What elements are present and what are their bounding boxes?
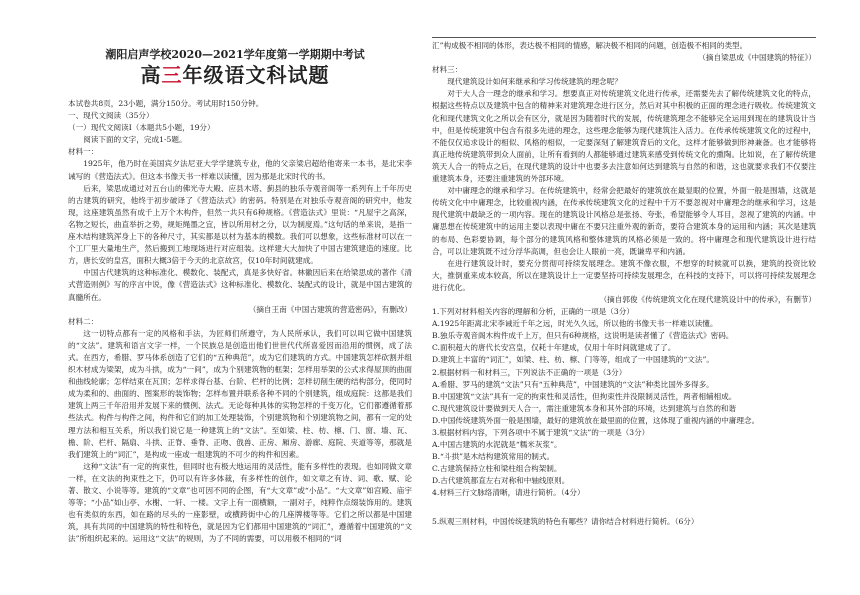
material-3-question: 现代建筑设计如何来继承和学习传统建筑的理念呢？	[447, 77, 622, 87]
material-3-paragraph: 在进行建筑设计时，要充分贯彻可持续发展理念。建筑不像衣服，不想穿的时候就可以换，建筑的投资比较大，推倒重来成本较高，所以在建筑设计上一定要坚持可持续发展理念，在科技的支持下，可以将可持续发展理念进行优化。	[432, 258, 816, 292]
material-2-paragraph: 这一切特点都有一定的风格和手法，为匠师们所遵守，为人民所承认，我们可以叫它做中国建筑的“文法”。建筑和语言文字一样，一个民族总是创造出他们世世代代所喜爱因而沿用的惯例，成了法式。在西方，希腊、罗马体系创造了它们的“五种典范”，成为它们建筑的方式。中国建筑怎样砍割并组织木材成为梁架，成为斗拱，成为“一间”，成为个别建筑物的框架；怎样用举架的公式求得屋顶的曲面和曲线轮廓；怎样结束在瓦顶；怎样求得台基、台阶、栏杆的比例；怎样切削生硬的结构部分，使同时成为柔和的、曲面的、图案形的装饰物；怎样布置并联系各种不同的个别建筑，组成庭院：这都是我们建筑上两三千年沿用并发展下来的惯例、法式。无论每种具体的实物怎样的千变万化，它们都遵循着那些法式。构件与构件之间，构件和它们的加工处理装饰，个别建筑物和个别建筑物之间，都有一定的处理方法和相互关系，所以我们说它是一种建筑上的“文法”。至如梁、柱、枋、檩、门、窗、墙、瓦、檐、阶、栏杆、隔扇、斗拱、正脊、垂脊、正吻、戗兽、正房、厢房、游廊、庭院、夹道等等，那就是我们建筑上的“词汇”，是构成一座或一组建筑的不可少的构件和因素。	[68, 328, 412, 459]
title-grade-highlight: 三	[161, 63, 183, 87]
question-3-option-a: A.中国古建筑的水泥就是“糯米灰浆”。	[432, 440, 562, 450]
material-3-paragraph: 对于大人合一理念的继承和学习。想要真正对传统建筑文化进行传承，还需要先去了解传统建筑文化的特点，根据这些特点以及建筑中包含的精神来对建筑理念进行区分，然后对其中积极的正面的理念进行吸收。传统建筑文化和现代建筑文化之所以会有区分，就是因为随着时代的发展，传统建筑理念不能够完全运用到现在的建筑设计当中，但是传统建筑中包含有很多先进的理念，这些理念能够为现代建筑注入活力。在传承传统建筑文化的过程中，不能仅仅追求设计的相似、风格的相似，一定要深刻了解建筑背后的文化，这样才能够做到形神兼备。也才能够将真正地传统建筑带到众人面前，让所有看到的人都能够通过建筑来感受到传统文化的熏陶。比如说，在了解传统建筑天人合一的特点之后，在现代建筑的设计中也要多去注意如何达到建筑与自然的和谐，这也就要求我们不仅要注重建筑本身，还要注重建筑的外部环境。	[432, 89, 816, 184]
title-part-1: 高	[140, 63, 162, 87]
question-3-option-b: B.“斗拱”是木结构建筑常用的制式。	[432, 452, 555, 462]
section-heading: 一、现代文阅读（35分）	[68, 111, 154, 121]
question-3: 3.根据材料内容，下列各项中不属于建筑“文法”的一项是（3分）	[432, 428, 650, 437]
top-rule	[432, 37, 816, 38]
material-1-source: （摘自王南《中国古建筑的营造密码》，有删改）	[248, 304, 412, 314]
question-1: 1.下列对材料相关内容的理解和分析，正确的一项是（3分）	[432, 307, 634, 317]
right-column	[432, 40, 816, 528]
answer-space	[432, 500, 816, 516]
question-1-option-a: A.1925年距离北宋李诫近千年之远，时光久久远，所以他的书像天书一样难以读懂。	[432, 319, 718, 329]
material-2-label: 材料二：	[68, 316, 99, 326]
title-part-2: 年级语文科试题	[182, 63, 330, 87]
question-5: 5.纵观三则材料，中国传统建筑的特色有哪些？请你结合材料进行简析。（6分）	[432, 516, 699, 526]
question-2-option-d: D.中国传统建筑外面一般是围墙，最好的建筑放在最里面的位置，这体现了重视内涵的中庸理念。	[432, 415, 760, 425]
question-3-option-d: D.古代建筑都直左右对称和中轴线原则。	[432, 476, 570, 486]
subsection-heading: （一）现代文阅读Ⅰ（本题共5小题，19分）	[68, 123, 215, 133]
left-column	[68, 98, 412, 545]
question-3-option-c: C.古建筑保持立柱和梁柱组合构架制。	[432, 464, 562, 474]
page-title	[90, 62, 380, 88]
question-2-option-b: B.中国建筑“文法”具有一定的拘束性和灵活性，但拘束性并没限制灵活性，两者相辅相成。	[432, 391, 737, 401]
question-4: 4.材料三行文脉络清晰，请进行简析。（4分）	[432, 488, 585, 498]
material-1-paragraph: 后来，梁思成通过对五台山的佛光寺大殿、应县木塔、蓟县的独乐寺观音阁等一系列有上千年历史的古建筑的研究，他终于初步破译了《营造法式》的密码。特别是在对独乐寺观音阁的研究中，他发现，这座建筑虽然有成千上万个木构件，但然一共只有6种规格。《营造法式》里说：“凡屋宇之高深，名物之短长，曲直举折之势，规矩绳墨之宜，皆以所用材之分，以为制度焉。”这句话的单来说，是指一座木结构建筑浑身上下的各种尺寸，其实都是以材为基本的模数。我们可以想象，这些标准材可以在一个工厂里大量地生产，然后搬到工地现场进行对应组装。这样建大大加快了中国古建筑建造的速度。比方，唐长安的皇宫，面积大概3倍于今天的北京故宫，仅10年时间就建成。	[68, 183, 412, 266]
material-1-label: 材料一：	[68, 147, 99, 157]
question-2-option-c: C.现代建筑设计要做到天人合一，需注重建筑本身和其外部的环境，达到建筑与自然的和谐	[432, 403, 737, 413]
material-2-paragraph: 这种“文法”有一定的拘束性，但同时也有极大地运用的灵活性，能有多样性的表现。也如同做文章一样，在文法的拘束性之下，仍可以有许多体裁，有多样性的创作，如文章之有诗、词、歌、赋、论著、散文、小说等等。建筑的“文章”也可因不同的企图，有“大文章”或“小品”。“大文章”如宫殿、庙宇等等；“小品”如山亭、水榭、一轩、一楼。文字上有一面横额，一副对子，纯粹作点缀装饰用的。建筑也有类似的东西，如在路的尽头的一座影壁，或横跨街中心的几座牌楼等等。它们之所以都是中国建筑，具有共同的中国建筑的特性和特色，就是因为它们都用中国建筑的“词汇”，遵循着中国建筑的“文法”所组织起来的。运用这“文法”的规则，为了不同的需要，可以用极不相同的“词	[68, 461, 412, 544]
exam-title: 潮阳启声学校2020—2021学年度第一学期期中考试	[105, 48, 365, 61]
material-3-paragraph: 对中庸理念的继承和学习。在传统建筑中，经常会把最好的建筑放在最显眼的位置，外面一般是围墙，这就是传统文化中中庸理念，比较重视内涵，在传承传统建筑文化的过程中千万不要忽视对中庸理念的继承和学习，这是现代建筑中最缺乏的一项内容。现在的建筑设计风格总是张扬、夸张，希望能够令人耳目，忽视了建筑的内涵。中庸思想在传统建筑中的运用主要以表现中庸在不要只注重外观的新奇，要符合建筑本身的运用和内涵；其次是建筑的布局、色彩要协调，每个部分的建筑风格和整体建筑的风格必须是一致的。将中庸理念和现代建筑设计进行结合，可以让建筑既不过分浮华高调，但也会让人眼前一亮，既谦卑平和内涵。	[432, 186, 816, 256]
question-1-option-d: D.建筑上丰富的“词汇”，如梁、柱、枋、檩、门等等，组成了一中国建筑的“文法”。	[432, 355, 714, 365]
question-2: 2.根据材料一和材料三，下列说法不正确的一项是（3分）	[432, 367, 627, 377]
instructions: 阅读下面的文字，完成1-5题。	[83, 135, 187, 145]
material-3-source: （摘自郭俊《传统建筑文化在现代建筑设计中的传承》，有删节）	[599, 294, 816, 304]
material-2-continued: 汇”构成极不相同的体形，表达极不相同的情感，解决极不相同的问题，创造极不相同的类型。	[432, 41, 748, 50]
question-2-option-a: A.希腊、罗马的建筑“文法”只有“五种典范”，中国建筑的“文法”种类比国外多得多。	[432, 379, 714, 389]
question-1-option-c: C.面积超大的唐代长安宫皇，仅耗十年建成，仅用十年时间就建成了了。	[432, 343, 676, 353]
material-3-label: 材料三：	[432, 65, 463, 75]
exam-info: 本试卷共8页，23小题，满分150分。考试用时150分钟。	[68, 99, 264, 108]
material-1-paragraph: 1925年，他乃时在美国宾夕法尼亚大学学建筑专业，他的父亲梁启超给他寄来一本书，是北宋李诫写的《营造法式》。但这本书像天书一样难以读懂，因为那是北宋时代的书。	[68, 159, 412, 181]
question-1-option-b: B.独乐寺观音阁木构件成千上万，但只有6种规格，这说明是读者懂了《营造法式》密码。	[432, 331, 734, 341]
material-2-source: （摘自梁思成《中国建筑的特征》）	[698, 53, 816, 63]
material-1-paragraph: 中国古代建筑的这种标准化、模数化、装配式，真是多快好省。林徽因后来在给梁思成的著作《清式营造则例》写的序言中说，像《营造法式》这种标准化、模数化、装配式的设计，就是中国古建筑的真髓所在。	[68, 268, 412, 302]
